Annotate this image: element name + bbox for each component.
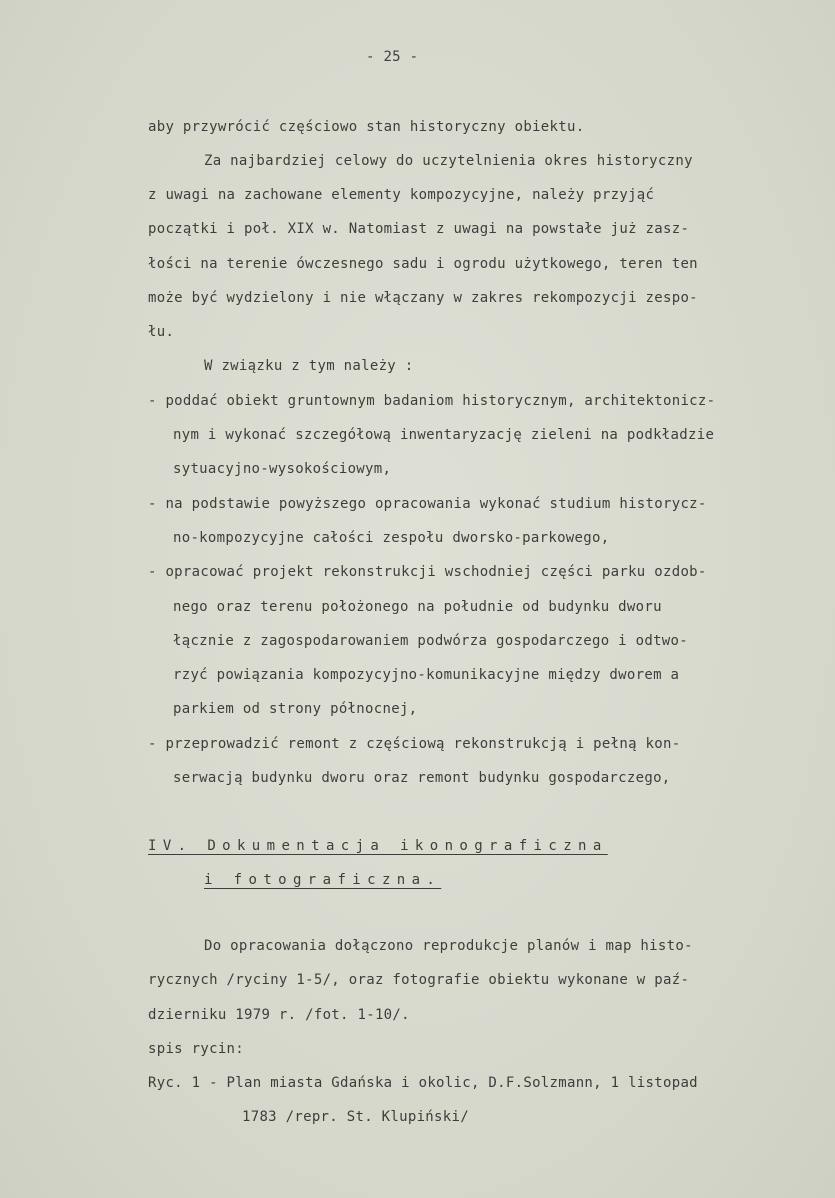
list-item: - poddać obiekt gruntownym badaniom historycznym, architektonicz- — [148, 393, 716, 409]
text-line: łącznie z zagospodarowaniem podwórza gospodarczego i odtwo- — [173, 633, 688, 649]
section-heading-continuation: i fotograficzna. — [204, 872, 442, 888]
text-line: łu. — [148, 324, 175, 340]
text-line: rzyć powiązania kompozycyjno-komunikacyjne między dworem a — [173, 667, 680, 683]
text-line: aby przywrócić częściowo stan historyczny obiektu. — [148, 119, 585, 135]
text-line: rycznych /ryciny 1-5/, oraz fotografie obiektu wykonane w paź- — [148, 972, 690, 988]
text-line: serwacją budynku dworu oraz remont budynku gospodarczego, — [173, 770, 671, 786]
text-line: nym i wykonać szczegółową inwentaryzację zieleni na podkładzie — [173, 427, 715, 443]
figure-list-item: Ryc. 1 - Plan miasta Gdańska i okolic, D.F.Solzmann, 1 listopad — [148, 1075, 698, 1091]
text-line: początki i poł. XIX w. Natomiast z uwagi na powstałe już zasz- — [148, 221, 690, 237]
text-line: nego oraz terenu położonego na południe od budynku dworu — [173, 599, 662, 615]
text-line: może być wydzielony i nie włączany w zakres rekompozycji zespo- — [148, 290, 698, 306]
page-number: - 25 - — [366, 49, 419, 65]
section-heading: IV. Dokumentacja ikonograficzna — [148, 838, 608, 854]
text-line: 1783 /repr. St. Klupiński/ — [242, 1109, 469, 1125]
text-line: Do opracowania dołączono reprodukcje planów i map histo- — [204, 938, 693, 954]
text-line: z uwagi na zachowane elementy kompozycyjne, należy przyjąć — [148, 187, 655, 203]
text-line: dzierniku 1979 r. /fot. 1-10/. — [148, 1007, 410, 1023]
text-line: spis rycin: — [148, 1041, 245, 1057]
list-item: - opracować projekt rekonstrukcji wschodniej części parku ozdob- — [148, 564, 707, 580]
text-line: Za najbardziej celowy do uczytelnienia okres historyczny — [204, 153, 693, 169]
list-item: - przeprowadzić remont z częściową rekonstrukcją i pełną kon- — [148, 736, 681, 752]
text-line: sytuacyjno-wysokościowym, — [173, 461, 392, 477]
text-line: parkiem od strony północnej, — [173, 701, 418, 717]
list-item: - na podstawie powyższego opracowania wykonać studium historycz- — [148, 496, 707, 512]
text-line: łości na terenie ówczesnego sadu i ogrodu użytkowego, teren ten — [148, 256, 698, 272]
text-line: no-kompozycyjne całości zespołu dworsko-parkowego, — [173, 530, 610, 546]
text-line: W związku z tym należy : — [204, 358, 414, 374]
